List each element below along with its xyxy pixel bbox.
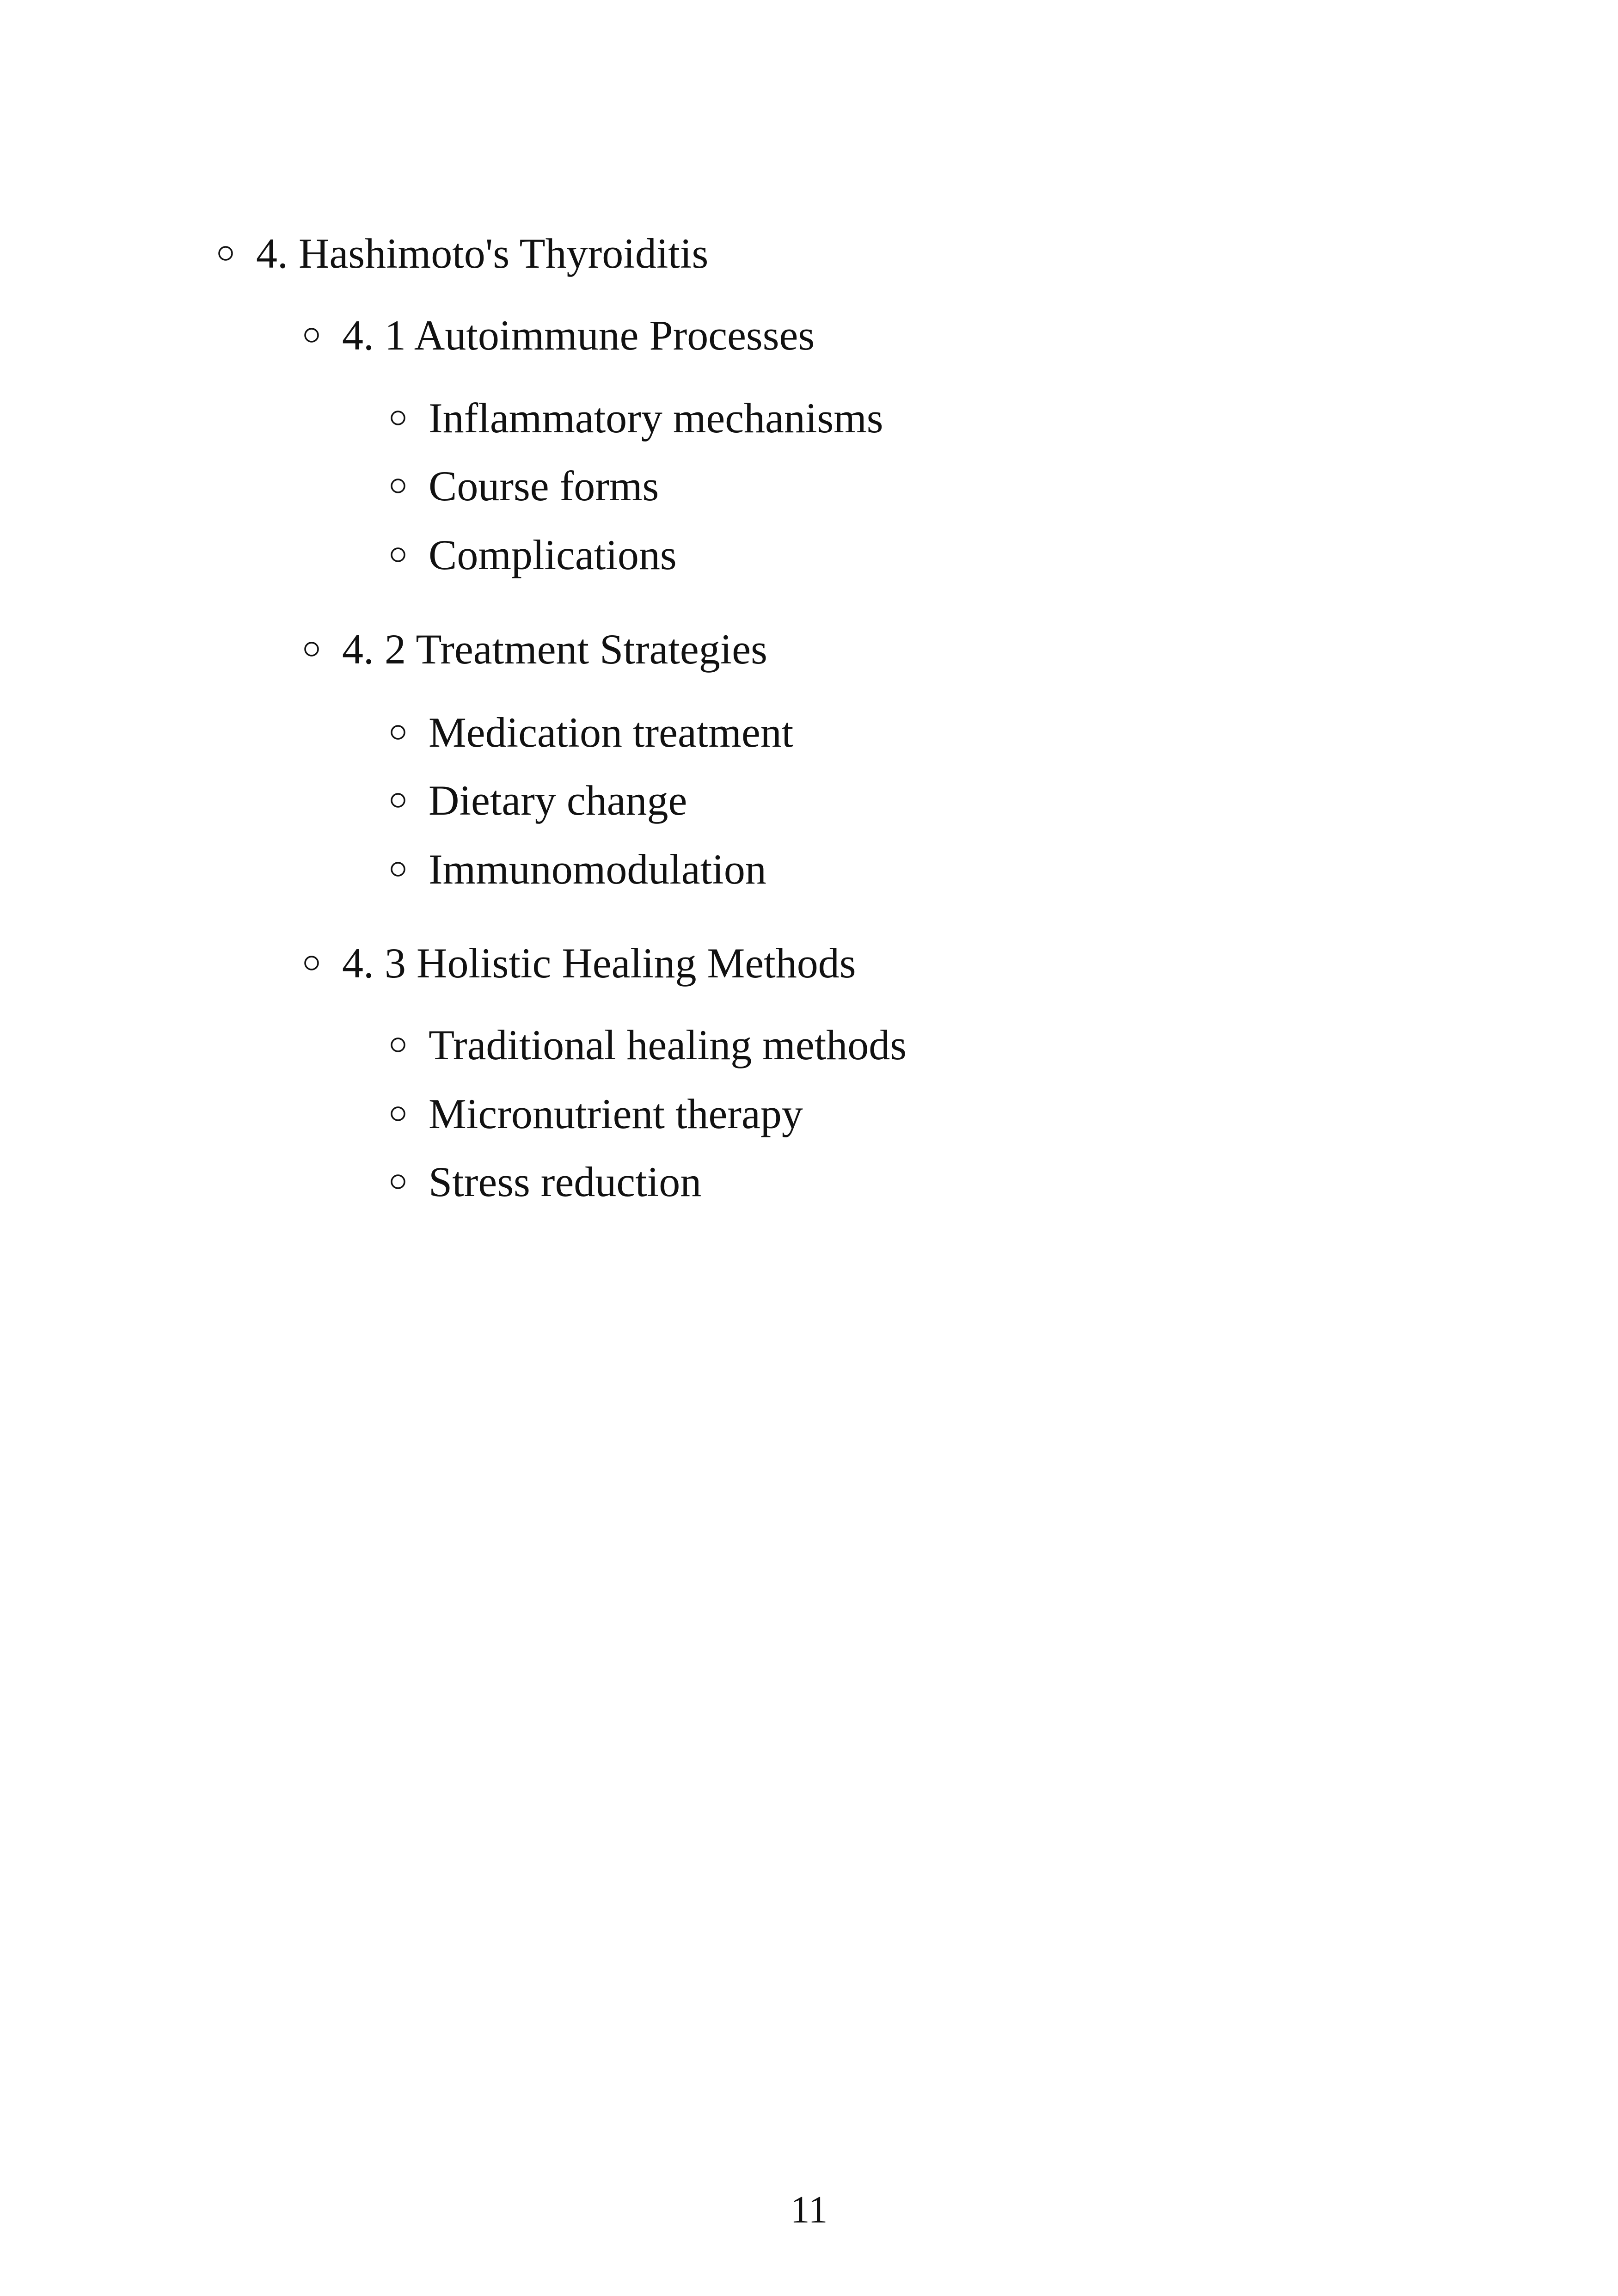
item-label: Immunomodulation [429, 846, 766, 893]
item-label: Micronutrient therapy [429, 1090, 803, 1137]
item-label: Inflammatory mechanisms [429, 394, 883, 442]
subsection-title: 4. 3 Holistic Healing Methods [342, 939, 856, 987]
item-label: Medication treatment [429, 709, 794, 756]
subsection-title: 4. 1 Autoimmune Processes [342, 312, 815, 359]
item-label: Traditional healing methods [429, 1021, 907, 1068]
page-number: 11 [790, 2188, 828, 2231]
section-title: 4. Hashimoto's Thyroiditis [256, 230, 709, 277]
item-label: Dietary change [429, 777, 687, 824]
item-label: Course forms [429, 462, 659, 510]
item-label: Stress reduction [429, 1158, 702, 1205]
item-label: Complications [429, 531, 677, 578]
subsection-title: 4. 2 Treatment Strategies [342, 626, 767, 673]
